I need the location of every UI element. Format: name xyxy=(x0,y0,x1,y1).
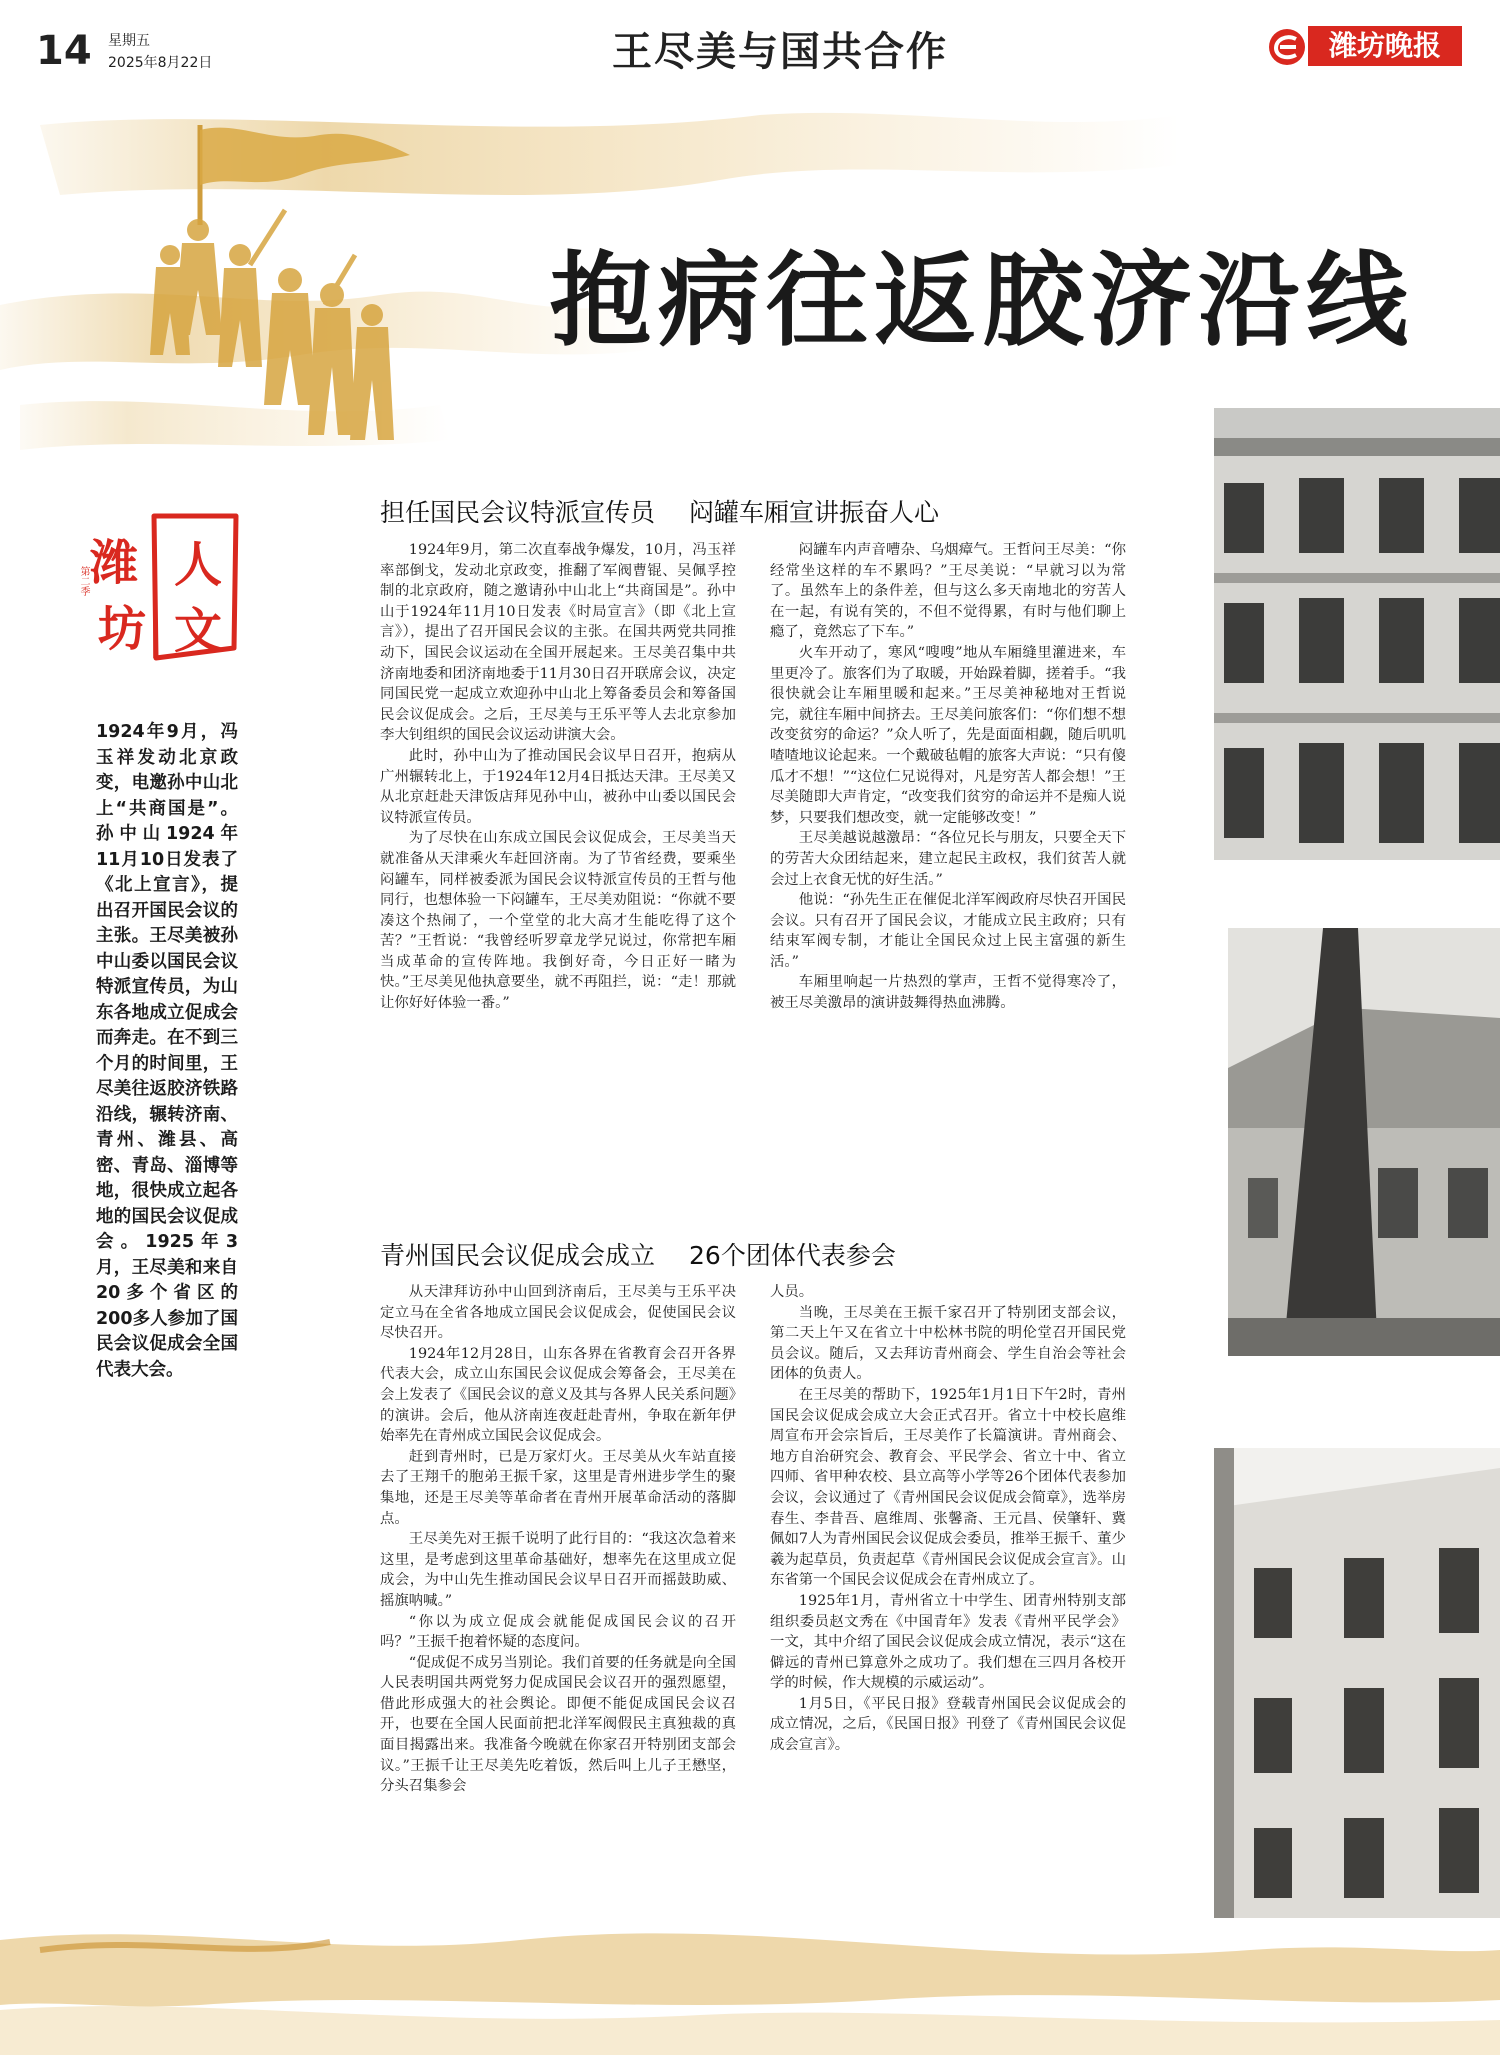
paragraph: 1月5日，《平民日报》登载青州国民会议促成会的成立情况，之后，《民国日报》刊登了《青州国民会议促成会宣言》。 xyxy=(770,1695,1126,1754)
section-title: 王尽美与国共合作 xyxy=(612,29,948,75)
old-house-with-tree-photo xyxy=(1228,928,1500,1356)
section2-subhead xyxy=(380,1236,896,1272)
masthead-name: 潍坊晚报 xyxy=(1308,26,1462,66)
paragraph: 王尽美先对王振千说明了此行目的：“我这次急着来这里，是考虑到这里革命基础好，想率先在这里成立促成会，为中山先生推动国民会议早日召开而摇鼓助威、摇旗呐喊。” xyxy=(380,1531,736,1609)
seal-char: 人 xyxy=(174,537,223,593)
paragraph: 火车开动了，寒风“嗖嗖”地从车厢缝里灌进来，车里更冷了。旅客们为了取暖，开始跺着脚，搓着手。“我很快就会让车厢里暖和起来。”王尽美神秘地对王哲说完，就往车厢中间挤去。王尽美问旅客们：“你们想不想改变贫穷的命运？”众人听了，先是面面相觑，随后叽叽喳喳地议论起来。一个戴破毡帽的旅客大声说：“只有傻瓜才不想！”“这位仁兄说得对，凡是穷苦人都会想！”王尽美随即大声肯定，“改变我们贫穷的命运并不是痴人说梦，只要我们想改变，就一定能够改变！” xyxy=(770,644,1126,826)
subhead-part: 闷罐车厢宣讲振奋人心 xyxy=(689,498,940,527)
section2-column-1 xyxy=(380,1282,736,1797)
paragraph: “促成促不成另当别论。我们首要的任务就是向全国人民表明国共两党努力促成国民会议召开的强烈愿望，借此形成强大的社会舆论。即便不能促成国民会议召开，也要在全国人民面前把北洋军阀假民主真独裁的真面目揭露出来。我准备今晚就在你家召开特别团支部会议。”王振千让王尽美先吃着饭，然后叫上儿子王懋坚，分头召集参会 xyxy=(380,1654,736,1795)
newspaper-masthead xyxy=(1266,26,1462,66)
section2-column-2 xyxy=(770,1282,1126,1756)
paragraph: 在王尽美的帮助下，1925年1月1日下午2时，青州国民会议促成会成立大会正式召开。省立十中校长扈维周宣布开会宗旨后，王尽美作了长篇演讲。青州商会、地方自治研究会、教育会、平民学会、省立十中、省立四师、省甲种农校、县立高等小学等26个团体代表参加会议，会议通过了《青州国民会议促成会简章》，选举房春生、李昔吾、扈维周、张馨斋、王元昌、侯肇轩、冀佩如7人为青州国民会议促成会委员，推举王振千、董少羲为起草员，负责起草《青州国民会议促成会宣言》。山东省第一个国民会议促成会在青州成立了。 xyxy=(770,1386,1126,1589)
seal-season: 第二季 xyxy=(78,566,89,596)
paragraph: “你以为成立促成会就能促成国民会议的召开吗？”王振千抱着怀疑的态度问。 xyxy=(380,1613,736,1651)
seal-char: 文 xyxy=(174,603,223,659)
issue-date: 2025年8月22日 xyxy=(108,55,213,71)
paragraph: 当晚，王尽美在王振千家召开了特别团支部会议，第二天上午又在省立十中松林书院的明伦堂召开国民党员会议。随后，又去拜访青州商会、学生自治会等社会团体的负责人。 xyxy=(770,1304,1126,1383)
subhead-part: 担任国民会议特派宣传员 xyxy=(380,498,656,527)
paragraph: 车厢里响起一片热烈的掌声，王哲不觉得寒冷了，被王尽美激昂的演讲鼓舞得热血沸腾。 xyxy=(770,974,1126,1012)
historic-building-photo xyxy=(1214,408,1500,860)
subhead-part: 26个团体代表参会 xyxy=(689,1241,896,1270)
masthead-logo-icon xyxy=(1266,26,1308,68)
seal-char: 坊 xyxy=(98,601,147,657)
seal-char: 潍 xyxy=(90,535,139,591)
paragraph: 为了尽快在山东成立国民会议促成会，王尽美当天就准备从天津乘火车赶回济南。为了节省经费，要乘坐闷罐车，同样被委派为国民会议特派宣传员的王哲与他同行，也想体验一下闷罐车，王尽美劝阻说：“你就不要凑这个热闹了，一个堂堂的北大高才生能吃得了这个苦？”王哲说：“我曾经听罗章龙学兄说过，你常把车厢当成革命的宣传阵地。我倒好奇，今日正好一睹为快。”王尽美见他执意要坐，就不再阻拦，说：“走！那就让你好好体验一番。” xyxy=(380,830,736,1012)
paragraph: 从天津拜访孙中山回到济南后，王尽美与王乐平决定立马在全省各地成立国民会议促成会，促使国民会议尽快召开。 xyxy=(380,1284,736,1342)
paragraph: 他说：“孙先生正在催促北洋军阀政府尽快召开国民会议。只有召开了国民会议，才能成立民主政府；只有结束军阀专制，才能让全国民众过上民主富强的新生活。” xyxy=(770,892,1126,970)
historic-school-building-photo xyxy=(1214,1448,1500,1918)
paragraph: 1924年9月，第二次直奉战争爆发，10月，冯玉祥率部倒戈，发动北京政变，推翻了军阀曹锟、吴佩孚控制的北京政府，随之邀请孙中山北上“共商国是”。孙中山于1924年11月10日发表《时局宣言》（即《北上宣言》），提出了召开国民会议的主张。在国共两党共同推动下，国民会议运动在全国开展起来。王尽美召集中共济南地委和团济南地委于11月30日召开联席会议，决定同国民党一起成立欢迎孙中山北上筹备委员会和筹备国民会议促成会。之后，王尽美与王乐平等人去北京参加李大钊组织的国民会议运动讲演大会。 xyxy=(380,542,736,744)
page-number: 14 xyxy=(36,28,92,74)
paragraph: 赶到青州时，已是万家灯火。王尽美从火车站直接去了王翔千的胞弟王振千家，这里是青州进步学生的聚集地，还是王尽美等革命者在青州开展革命活动的落脚点。 xyxy=(380,1448,736,1527)
subhead-part: 青州国民会议促成会成立 xyxy=(380,1241,656,1270)
headline: 抱病往返胶济沿线 xyxy=(550,242,1414,361)
lead-summary: 1924年9月，冯玉祥发动北京政变，电邀孙中山北上“共商国是”。孙中山1924年11月10日发表了《北上宣言》，提出召开国民会议的主张。王尽美被孙中山委以国民会议特派宣传员，为山东各地成立促成会而奔走。在不到三个月的时间里，王尽美往返胶济铁路沿线，辗转济南、青州、潍县、高密、青岛、淄博等地，很快成立起各地的国民会议促成会。1925年3月，王尽美和来自20多个省区的200多人参加了国民会议促成会全国代表大会。 xyxy=(96,722,238,1380)
weekday-label: 星期五 xyxy=(108,33,150,49)
paragraph: 王尽美越说越激昂：“各位兄长与朋友，只要全天下的劳苦大众团结起来，建立起民主政权，我们贫苦人就会过上衣食无忧的好生活。” xyxy=(770,830,1126,888)
section1-column-1 xyxy=(380,540,736,1014)
column-seal xyxy=(78,508,244,668)
paragraph: 1925年1月，青州省立十中学生、团青州特别支部组织委员赵文秀在《中国青年》发表《青州平民学会》一文，其中介绍了国民会议促成会成立情况，表示“这在僻远的青州已算意外之成功了。我们想在三四月各校开学的时候，作大规模的示威运动”。 xyxy=(770,1592,1126,1692)
section1-subhead xyxy=(380,493,939,529)
paragraph: 闷罐车内声音嘈杂、乌烟瘴气。王哲问王尽美：“你经常坐这样的车不累吗？”王尽美说：“早就习以为常了。虽然车上的条件差，但与这么多天南地北的穷苦人在一起，有说有笑的，不但不觉得累，有时与他们聊上瘾了，竟然忘了下车。” xyxy=(770,542,1126,641)
paragraph: 此时，孙中山为了推动国民会议早日召开，抱病从广州辗转北上，于1924年12月4日抵达天津。王尽美又从北京赶赴天津饭店拜见孙中山，被孙中山委以国民会议特派宣传员。 xyxy=(380,747,736,826)
paragraph: 人员。 xyxy=(770,1284,814,1300)
section1-column-2 xyxy=(770,540,1126,1014)
paragraph: 1924年12月28日，山东各界在省教育会召开各界代表大会，成立山东国民会议促成会筹备会，王尽美在会上发表了《国民会议的意义及其与各界人民关系问题》的演讲。会后，他从济南连夜赶赴青州，争取在新年伊始率先在青州成立国民会议促成会。 xyxy=(380,1345,736,1445)
